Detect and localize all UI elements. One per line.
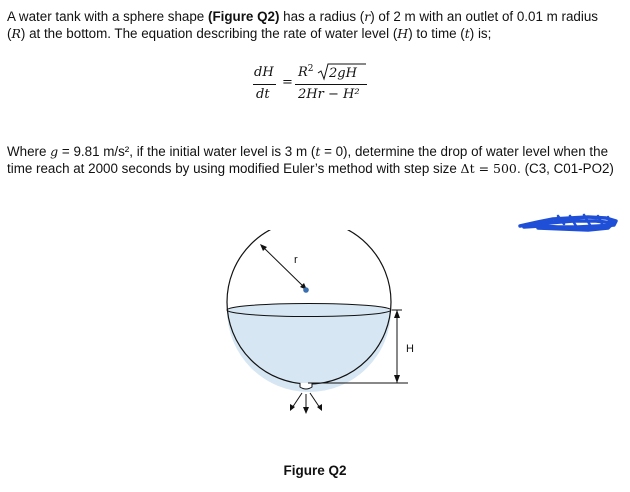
equation-lhs-denominator: dt [256,87,270,102]
fraction-bar [253,84,276,85]
variable-t: t [315,144,321,159]
variable-R: R [11,26,21,41]
sphere-tank-figure [220,230,420,420]
height-label: H [406,343,414,355]
center-dot [303,287,309,293]
exponent-2: 2 [307,64,314,74]
rate-equation [252,62,382,112]
text-span: A water tank with a sphere shape [7,9,208,24]
variable-g: g [50,144,59,159]
equation-rhs-denominator: 2Hr − H² [298,87,360,102]
arrowhead [394,310,400,318]
outflow-arrow [310,393,320,408]
var-R: R [298,65,308,80]
task-statement [7,143,619,177]
text-span: ) is; [469,26,492,41]
radius-arrow [262,246,305,288]
figure-reference: (Figure Q2) [207,9,280,24]
equation-rhs-numerator-text [297,64,314,80]
equation-rhs-numerator [296,62,368,82]
equals-sign: = [282,75,293,90]
arrowhead [303,407,309,414]
water-surface [227,304,391,317]
text-span: has a radius ( [279,9,365,24]
text-span: (C3, C01-PO2) [520,161,614,176]
text-span: = 9.81 m/s², if the initial water level is 3 m ( [58,144,316,159]
text-span: = 0), determine the drop of water level when the time reach at 2000 seconds by using modified Euler’s method with step size [7,144,609,176]
sqrt-radicand: 2gH [329,66,357,81]
variable-r: r [364,9,371,24]
fraction-bar [295,84,367,85]
outlet-nozzle [300,383,312,389]
radius-label: r [294,254,298,266]
text-span: ) to time ( [408,26,465,41]
variable-H: H [397,26,409,41]
outflow-arrow [292,393,302,408]
text-span: ) at the bottom. The equation describing the rate of water level ( [20,26,398,41]
step-size-symbol: Δt [460,161,475,176]
equation-lhs-numerator: dH [254,65,274,80]
figure-caption: Figure Q2 [283,463,347,478]
step-size-value: = 500. [474,161,521,176]
water-fill [227,310,391,392]
variable-t: t [464,26,470,41]
text-span: ) of 2 m with an outlet of 0.01 m radius ( [7,9,599,41]
problem-statement [7,8,619,42]
arrowhead [394,375,400,383]
redaction-scribble [518,212,620,234]
text-span: Where [7,144,51,159]
